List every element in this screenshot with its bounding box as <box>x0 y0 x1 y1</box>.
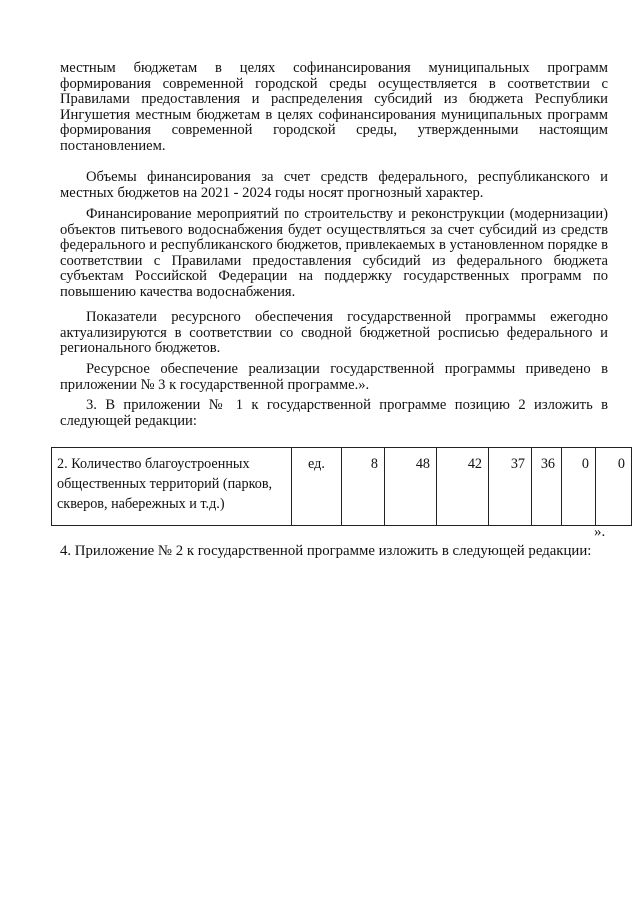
paragraph-appendix-1-amendment <box>60 398 608 429</box>
value-cell: 8 <box>342 448 385 526</box>
paragraph-resource-indicators <box>60 310 608 357</box>
value-cell: 36 <box>532 448 562 526</box>
paragraph-appendix-2-amendment: 4. Приложение № 2 к государственной программе изложить в следующей редакции: <box>60 543 592 559</box>
value-cell: 48 <box>385 448 437 526</box>
paragraph-financing-volumes-text: Объемы финансирования за счет средств федерального, республиканского и местных бюджетов на 2021 - 2024 годы носят прогнозный характер. <box>60 169 608 201</box>
value-cell: 0 <box>562 448 596 526</box>
value-cell: 42 <box>437 448 489 526</box>
value-cell: 0 <box>596 448 632 526</box>
paragraph-water-supply-financing-text: Финансирование мероприятий по строительству и реконструкции (модернизации) объектов питьевого водоснабжения будет осуществляться за счет субсидий из средств федерального и республиканского бюджетов, привлекаемых в установленном порядке в соответствии с Правилами предоставления субсидий из федерального бюджета субъектам Российской Федерации на поддержку государственных программ по повышению качества водоснабжения. <box>60 206 608 300</box>
unit-cell: ед. <box>292 448 342 526</box>
paragraph-resource-provision <box>60 362 608 393</box>
paragraph-financing-volumes <box>60 170 608 201</box>
paragraph-resource-provision-text: Ресурсное обеспечение реализации государственной программы приведено в приложении № 3 к государственной программе.». <box>60 361 608 393</box>
paragraph-resource-indicators-text: Показатели ресурсного обеспечения государственной программы ежегодно актуализируются в соответствии со сводной бюджетной росписью федерального и регионального бюджетов. <box>60 309 608 357</box>
indicator-name-cell: 2. Количество благоустроенных общественных территорий (парков, скверов, набережных и т.д.) <box>52 448 292 526</box>
paragraph-appendix-1-amendment-text: 3. В приложении № 1 к государственной программе позицию 2 изложить в следующей редакции: <box>60 397 608 429</box>
position-2-table <box>51 447 632 526</box>
table-row <box>52 448 632 526</box>
closing-quote-mark: ». <box>594 524 606 540</box>
paragraph-subsidy-rules: местным бюджетам в целях софинансирования муниципальных программ формирования современной городской среды осуществляется в соответствии с Правилами предоставления и распределения субсидий из бюджета Республики Ингушетия местным бюджетам в целях софинансирования муниципальных программ формирования современной городской среды, утвержденными настоящим постановлением. <box>60 60 608 154</box>
paragraph-water-supply-financing <box>60 207 608 301</box>
value-cell: 37 <box>489 448 532 526</box>
